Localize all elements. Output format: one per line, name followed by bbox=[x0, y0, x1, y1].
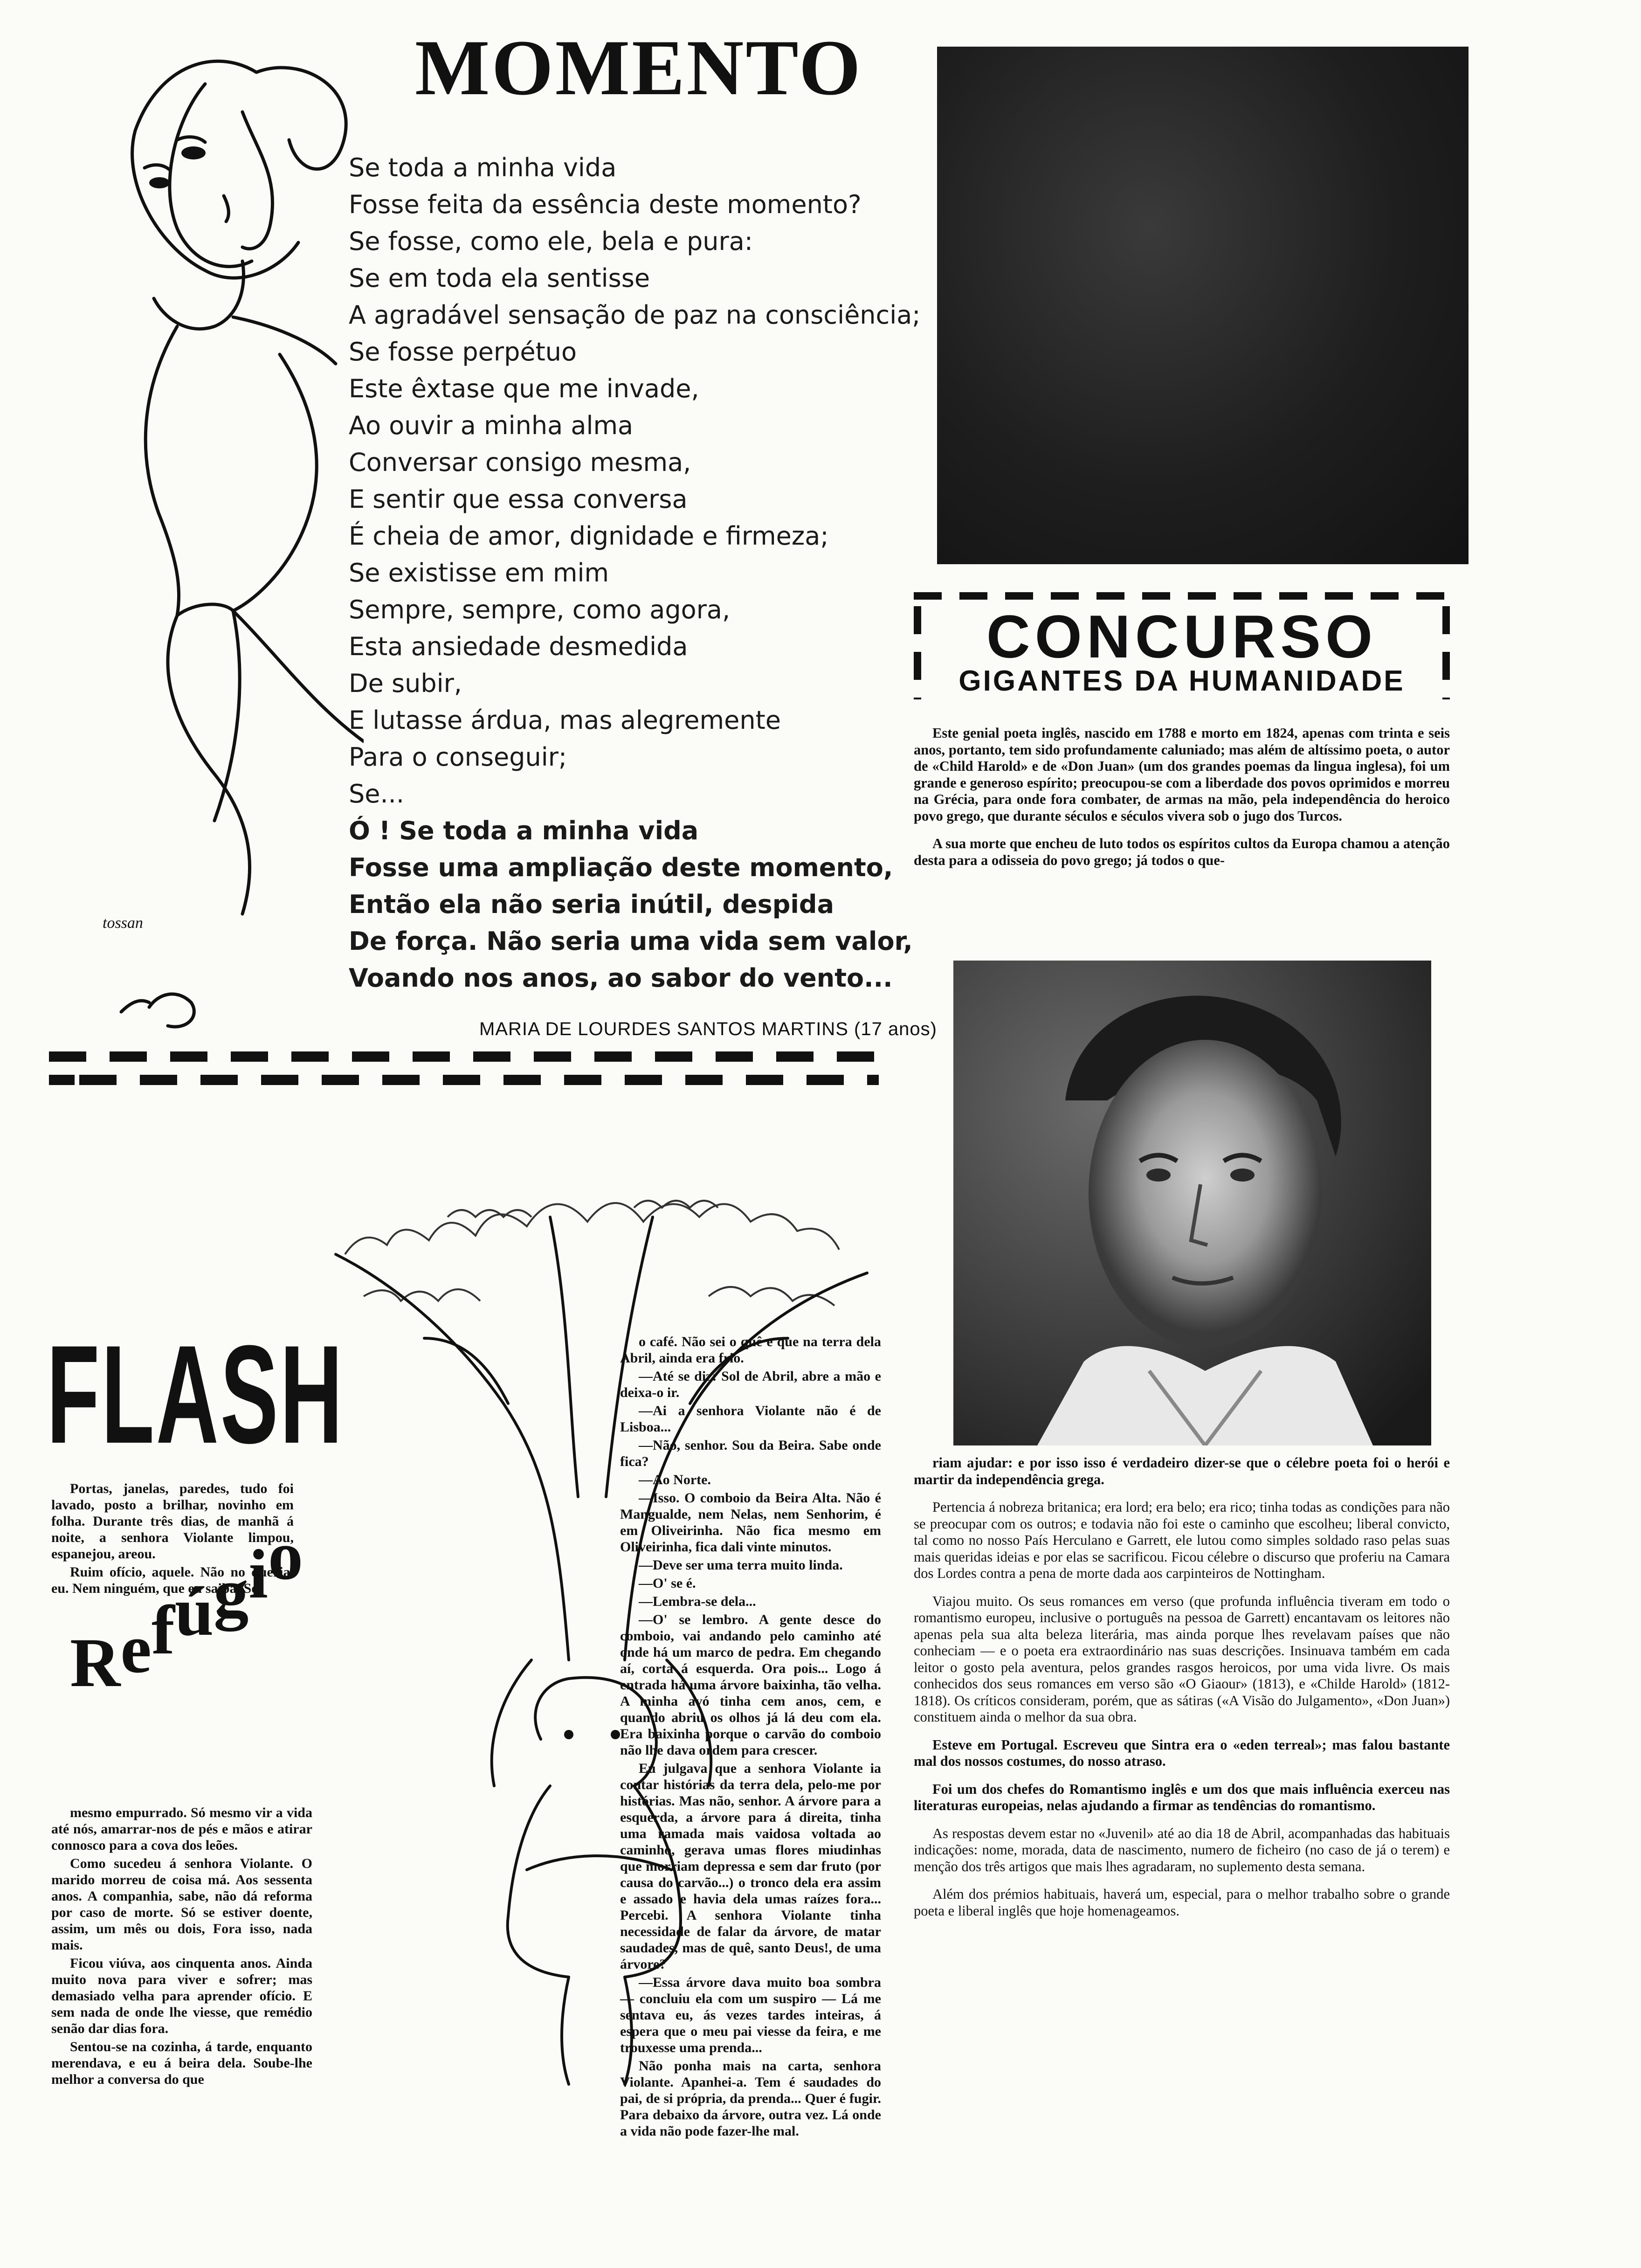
paragraph: —Até se diz: Sol de Abril, abre a mão e deixa-o ir. bbox=[620, 1369, 881, 1400]
poem-line: Fosse feita da essência deste momento? bbox=[349, 190, 862, 219]
refugio-letter: i bbox=[248, 1535, 268, 1613]
momento-title: MOMENTO bbox=[415, 24, 862, 111]
poem-line: Se existisse em mim bbox=[349, 558, 609, 588]
poem-author: MARIA DE LOURDES SANTOS MARTINS (17 anos) bbox=[479, 1019, 937, 1039]
paragraph: —Não, senhor. Sou da Beira. Sabe onde fica? bbox=[620, 1438, 881, 1469]
paragraph: A sua morte que encheu de luto todos os espíritos cultos da Europa chamou a atenção desta para a odisseia do povo grego; já todos o que- bbox=[914, 836, 1450, 868]
flash-column-1-top bbox=[51, 1480, 294, 1598]
refugio-letter: R bbox=[70, 1624, 121, 1701]
paragraph: —Lembra-se dela... bbox=[639, 1594, 756, 1609]
paragraph: —Ai a senhora Violante não é de Lisboa... bbox=[620, 1403, 881, 1435]
refugio-letter: f bbox=[151, 1591, 175, 1669]
paragraph: —O' se é. bbox=[639, 1576, 696, 1591]
paragraph: Pertencia á nobreza britanica; era lord; era belo; era rico; tinha todas as condições para não se preocupar com os outros; e todavia não foi este o caminho que escolheu; liberal convicto, tal como no nosso País Herculano e Garrett, ele lutou como simples soldado raso pelas suas mais queridas ideias e por elas se sacrificou. Ficou célebre o discurso que proferiu na Camara dos Lordes contra a pena de morte dada aos carpinteiros de Nottingham. bbox=[914, 1499, 1450, 1581]
paragraph: Ficou viúva, aos cinquenta anos. Ainda muito nova para viver e sofrer; mas demasiado velha para aprender ofício. E sem nada de onde lhe viesse, que remédio senão dar dias fora. bbox=[51, 1956, 312, 2036]
illustrator-signature: tossan bbox=[103, 914, 143, 932]
divider-dashed-1 bbox=[49, 1051, 879, 1062]
poem-line: Se fosse perpétuo bbox=[349, 337, 577, 366]
paragraph: Sentou-se na cozinha, á tarde, enquanto merendava, e eu á beira dela. Soube-lhe melhor a conversa do que bbox=[51, 2039, 312, 2087]
poem-line: Conversar consigo mesma, bbox=[349, 448, 691, 477]
paragraph: —Ao Norte. bbox=[639, 1472, 711, 1487]
eye-right bbox=[181, 146, 206, 159]
poem-line: Fosse uma ampliação deste momento, bbox=[349, 853, 893, 882]
poem-line: De força. Não seria uma vida sem valor, bbox=[349, 927, 913, 956]
poem-line: E lutasse árdua, mas alegremente bbox=[349, 705, 781, 735]
eye-left bbox=[149, 177, 170, 188]
poem-line: Esta ansiedade desmedida bbox=[349, 632, 688, 661]
refugio-letter: e bbox=[120, 1610, 152, 1687]
poem-line: Se fosse, como ele, bela e pura: bbox=[349, 227, 753, 256]
paragraph: Como sucedeu á senhora Violante. O marido morreu de coisa má. Aos sessenta anos. A companhia, sabe, não dá reforma por caso de morte. Só se estiver doente, assim, um mês ou dois, Fora isso, nada mais. bbox=[51, 1856, 312, 1953]
flash-title: FLASH bbox=[47, 1316, 345, 1473]
paragraph: Esteve em Portugal. Escreveu que Sintra era o «eden terreal»; mas falou bastante mal dos nossos costumes, do nosso atraso. bbox=[914, 1736, 1450, 1769]
refugio-letter: g bbox=[214, 1554, 249, 1632]
poem-line: Se em toda ela sentisse bbox=[349, 263, 650, 293]
concurso-intro-text bbox=[914, 725, 1450, 880]
flash-column-2 bbox=[620, 1334, 881, 2141]
paragraph: —Isso. O comboio da Beira Alta. Não é Mangualde, nem Nelas, nem Senhorim, é em Oliveirinha. Não fica mesmo em Oliveirinha, fica dali vinte minutos. bbox=[620, 1490, 881, 1555]
refugio-letter: o bbox=[268, 1517, 303, 1594]
paragraph: Viajou muito. Os seus romances em verso (que profunda influência tiveram em todo o romantismo europeu, inclusive o português na pessoa de Garrett) encantavam os leitores não apenas pela sua alta beleza literária, mas ainda porque lhes revelavam países que não conheciam — e o poeta era extraordinário nas suas descrições. Insinuava também em cada leitor o gosto pela aventura, pelos grandes rasgos heroicos, por uma vida livre. Os mais conhecidos dos seus romances em verso são «O Giaour» (1813), e «Childe Harold» (1812-1818). Os críticos consideram, porém, que as sátiras («A Visão do Julgamento», «Don Juan») constituem ainda o melhor da sua obra. bbox=[914, 1593, 1450, 1725]
paragraph: —Deve ser uma terra muito linda. bbox=[639, 1557, 843, 1573]
poem-body bbox=[349, 149, 941, 996]
paragraph: Foi um dos chefes do Romantismo inglês e um dos que mais influência exerceu nas literaturas europeias, nelas ajudando a firmar as tendências do romantismo. bbox=[914, 1781, 1450, 1813]
paragraph: —Essa árvore dava muito boa sombra — concluiu ela com um suspiro — Lá me sentava eu, ás vezes tardes inteiras, á espera que o meu pai viesse da feira, e me trouxesse uma prenda... bbox=[620, 1975, 881, 2055]
paragraph: Este genial poeta inglês, nascido em 1788 e morto em 1824, apenas com trinta e seis anos, portanto, tem sido profundamente caluniado; mas além de altíssimo poeta, o autor de «Child Harold» e de «Don Juan» (um dos grandes poemas da lingua inglesa), foi um grande e generoso espírito; preocupou-se com a liberdade dos povos oprimidos e morreu na Grécia, para onde fora combater, de armas na mão, pela independência do heroico povo grego, que durante séculos e séculos vivera sob o jugo dos Turcos. bbox=[914, 725, 1450, 824]
poem-line: Ó ! Se toda a minha vida bbox=[349, 816, 699, 845]
poem-line: Sempre, sempre, como agora, bbox=[349, 595, 731, 624]
paragraph: Eu julgava que a senhora Violante ia contar histórias da terra dela, pelo-me por histórias. Mas não, senhor. A árvore para a esquerda, a árvore para á direita, tinha uma ramada mais vaidosa voltada ao caminho, gerava umas flores miudinhas que morriam depressa e sem dar fruto (por causa do carvão...) o tronco dela era assim e assado e havia dela umas raízes fora... Percebi. A senhora Violante tinha necessidade de falar da árvore, de matar saudades, mas de quê, santo Deus!, de uma árvore? bbox=[620, 1761, 881, 1972]
woman-line-drawing bbox=[37, 28, 364, 1044]
poem-line: A agradável sensação de paz na consciência; bbox=[349, 300, 921, 330]
paragraph: Além dos prémios habituais, haverá um, especial, para o melhor trabalho sobre o grande poeta e liberal inglês que hoje homenageamos. bbox=[914, 1886, 1450, 1919]
poem-line: Então ela não seria inútil, despida bbox=[349, 890, 834, 919]
portrait-photograph bbox=[953, 961, 1431, 1445]
poem-line: Ao ouvir a minha alma bbox=[349, 411, 634, 440]
poem-line: Se toda a minha vida bbox=[349, 153, 617, 182]
poem-line: De subir, bbox=[349, 669, 462, 698]
paragraph: As respostas devem estar no «Juvenil» até ao dia 18 de Abril, acompanhadas das habituais indicações: nome, morada, data de nascimento, numero de ficheiro (no caso de já o terem) e menção dos três artigos que mais lhes agradaram, no suplemento desta semana. bbox=[914, 1825, 1450, 1874]
poem-line: Voando nos anos, ao sabor do vento... bbox=[349, 963, 893, 993]
paragraph: riam ajudar: e por isso isso é verdadeiro dizer-se que o célebre poeta foi o herói e martir da independência grega. bbox=[914, 1455, 1450, 1487]
poem-line: Este êxtase que me invade, bbox=[349, 374, 699, 403]
poem-line: Para o conseguir; bbox=[349, 742, 567, 772]
concurso-title: CONCURSO bbox=[986, 602, 1378, 671]
flash-column-1-bottom bbox=[51, 1805, 312, 2089]
concurso-body-text bbox=[914, 1455, 1450, 1930]
paragraph: Portas, janelas, paredes, tudo foi lavado, posto a brilhar, novinho em folha. Durante três dias, de manhã á noite, a senhora Violante limpou, espanejou, areou. bbox=[51, 1481, 294, 1562]
paragraph: o café. Não sei o quê e que na terra dela Abril, ainda era frio. bbox=[620, 1334, 881, 1366]
poem-line: É cheia de amor, dignidade e firmeza; bbox=[349, 521, 829, 551]
refugio-letter: ú bbox=[174, 1573, 214, 1650]
concurso-subtitle: GIGANTES DA HUMANIDADE bbox=[958, 665, 1405, 697]
paragraph: Ruim ofício, aquele. Não no queria, eu. Nem ninguém, que eu saiba. Só bbox=[51, 1564, 294, 1596]
paragraph: mesmo empurrado. Só mesmo vir a vida até nós, amarrar-nos de pés e mãos e atirar connosco para a cova dos leões. bbox=[51, 1805, 312, 1853]
paragraph: Não ponha mais na carta, senhora Violante. Apanhei-a. Tem é saudades do pai, de si própria, da prenda... Quer é fugir. Para debaixo da árvore, outra vez. Lá onde a vida não pode fazer-lhe mal. bbox=[620, 2058, 881, 2139]
dark-photograph bbox=[937, 47, 1469, 564]
poem-line: Se... bbox=[349, 779, 404, 809]
poem-line: E sentir que essa conversa bbox=[349, 484, 688, 514]
paragraph: —O' se lembro. A gente desce do comboio, vai andando pelo caminho até onde há um marco de pedra. Em chegando aí, corta á esquerda. Ora pois... Logo á entrada há uma árvore baixinha, tão velha. A minha avó tinha cem anos, cem, e quando abriu os olhos já lá deu com ela. Era baixinha porque o carvão do comboio não lhe dava ordem para crescer. bbox=[620, 1612, 881, 1758]
